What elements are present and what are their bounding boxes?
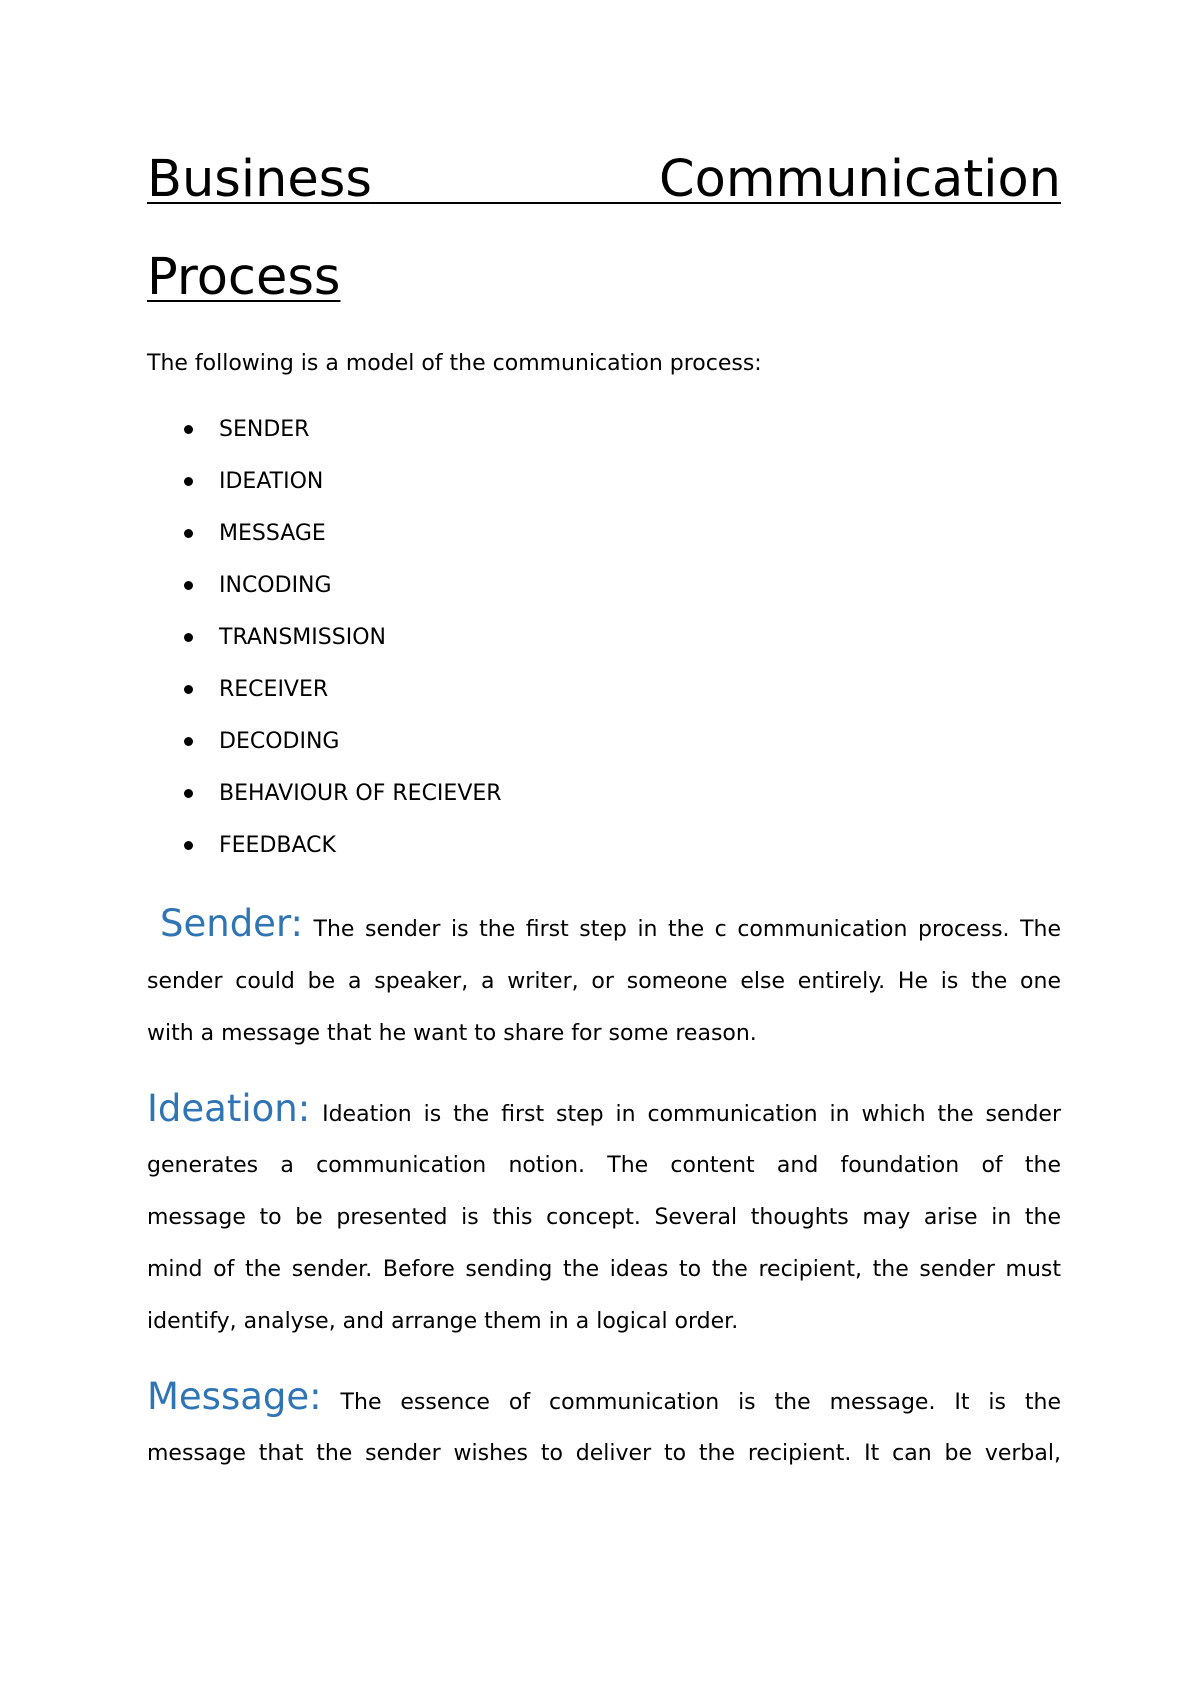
bullet-icon [184, 737, 193, 746]
message-line-2: message that the sender wishes to deliver to the recipient. It can be verbal, [147, 1441, 1061, 1466]
ideation-line-3: message to be presented is this concept. Several thoughts may arise in the [147, 1205, 1061, 1230]
message-line-1: Message: The essence of communication is the message. It is the [147, 1375, 1061, 1418]
ideation-line-5: identify, analyse, and arrange them in a logical order. [147, 1309, 739, 1334]
title-word-business: Business [147, 150, 372, 209]
list-item: SENDER [184, 413, 502, 465]
bullet-icon [184, 789, 193, 798]
process-step-list [184, 413, 502, 881]
document-title-line-1 [147, 150, 1061, 210]
list-item: MESSAGE [184, 517, 502, 569]
list-item: FEEDBACK [184, 829, 502, 881]
ideation-heading: Ideation: [147, 1087, 311, 1130]
list-item: BEHAVIOUR OF RECIEVER [184, 777, 502, 829]
list-item: IDEATION [184, 465, 502, 517]
bullet-icon [184, 633, 193, 642]
sender-line-3: with a message that he want to share for some reason. [147, 1021, 757, 1046]
document-title-line-2 [147, 248, 1061, 308]
list-item: RECEIVER [184, 673, 502, 725]
ideation-line-1: Ideation: Ideation is the first step in communication in which the sender [147, 1087, 1061, 1130]
ideation-line-4: mind of the sender. Before sending the ideas to the recipient, the sender must [147, 1257, 1061, 1282]
message-heading: Message: [147, 1375, 322, 1418]
bullet-icon [184, 425, 193, 434]
sender-line-2: sender could be a speaker, a writer, or someone else entirely. He is the one [147, 969, 1061, 994]
bullet-icon [184, 477, 193, 486]
bullet-icon [184, 685, 193, 694]
sender-heading: Sender: [160, 902, 303, 945]
bullet-icon [184, 581, 193, 590]
ideation-line-2: generates a communication notion. The content and foundation of the [147, 1153, 1061, 1178]
list-item: DECODING [184, 725, 502, 777]
list-item: INCODING [184, 569, 502, 621]
intro-text: The following is a model of the communication process: [147, 351, 762, 376]
bullet-icon [184, 841, 193, 850]
list-item: TRANSMISSION [184, 621, 502, 673]
title-word-process: Process [147, 248, 341, 307]
title-word-communication: Communication [659, 150, 1061, 209]
sender-line-1: Sender: The sender is the first step in the c communication process. The [160, 902, 1061, 945]
bullet-icon [184, 529, 193, 538]
